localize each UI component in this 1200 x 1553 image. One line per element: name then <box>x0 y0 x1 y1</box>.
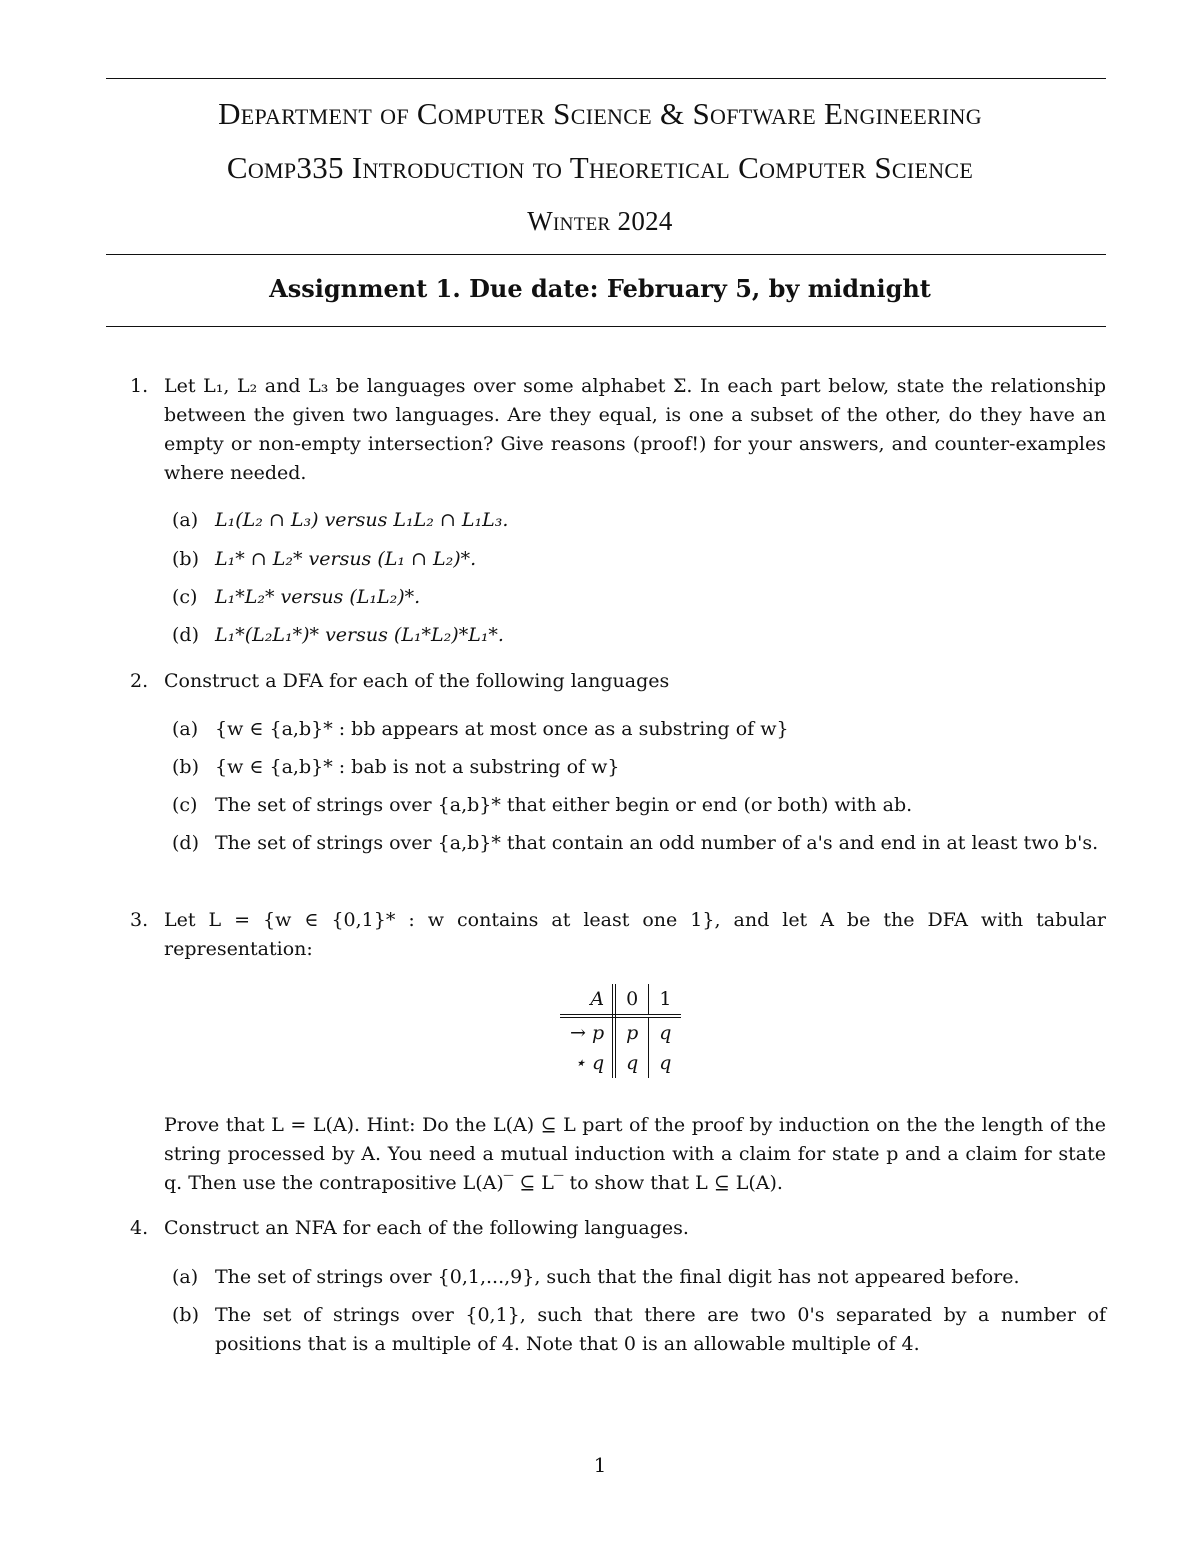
proof-text: Prove that L = L(A). Hint: Do the L(A) ⊆ L part of the proof by induction on the the length of the string processed by A. You need a mutual induction with a claim for state p and a claim for state q. Then use the contrapositive L(A)‾ ⊆ L‾ to show that L ⊆ L(A). <box>164 1114 1106 1194</box>
table-row <box>560 1016 681 1048</box>
q3-proof <box>130 1111 1106 1198</box>
question-number: 1. <box>130 375 149 397</box>
question-number: 2. <box>130 670 149 692</box>
part-label: (a) <box>172 1266 199 1288</box>
q2-part-d <box>172 829 1106 858</box>
question-3 <box>130 906 1106 964</box>
table-cell: q <box>659 1022 672 1044</box>
part-label: (c) <box>172 794 198 816</box>
bottom-rule <box>106 326 1106 327</box>
table-header-cell: 1 <box>649 984 682 1016</box>
part-text: The set of strings over {a,b}* that either begin or end (or both) with ab. <box>215 794 913 816</box>
part-label: (d) <box>172 832 199 854</box>
part-label: (c) <box>172 586 198 608</box>
top-rule <box>106 78 1106 79</box>
q1-part-c <box>172 583 1106 612</box>
part-label: (a) <box>172 509 199 531</box>
part-text: {w ∈ {a,b}* : bb appears at most once as a substring of w} <box>215 718 789 740</box>
part-label: (b) <box>172 1304 199 1326</box>
table-header-cell: 0 <box>614 984 649 1016</box>
question-text: Construct an NFA for each of the following languages. <box>164 1217 689 1239</box>
table-cell: p <box>614 1016 649 1048</box>
part-text: The set of strings over {0,1,...,9}, such that the final digit has not appeared before. <box>215 1266 1020 1288</box>
question-text: Let L = {w ∈ {0,1}* : w contains at least one 1}, and let A be the DFA with tabular representation: <box>164 909 1106 960</box>
part-label: (b) <box>172 548 199 570</box>
table-cell: ⋆ q <box>560 1048 614 1078</box>
part-text: L₁(L₂ ∩ L₃) versus L₁L₂ ∩ L₁L₃. <box>215 509 509 531</box>
question-number: 3. <box>130 909 149 931</box>
part-text: L₁*(L₂L₁*)* versus (L₁*L₂)*L₁*. <box>215 624 504 646</box>
table-cell: → p <box>560 1016 614 1048</box>
q4-part-a <box>172 1263 1106 1292</box>
q2-part-a <box>172 715 1106 744</box>
q2-part-c <box>172 791 1106 820</box>
part-label: (b) <box>172 756 199 778</box>
table-row <box>560 1048 681 1078</box>
q1-part-b <box>172 545 1106 574</box>
table-cell: q <box>659 1052 672 1074</box>
question-2 <box>130 667 1106 696</box>
middle-rule <box>106 254 1106 255</box>
q2-part-b <box>172 753 1106 782</box>
q1-part-a <box>172 506 1106 535</box>
question-text: Construct a DFA for each of the following languages <box>164 670 670 692</box>
part-text: L₁* ∩ L₂* versus (L₁ ∩ L₂)*. <box>215 548 477 570</box>
part-text: L₁*L₂* versus (L₁L₂)*. <box>215 586 421 608</box>
part-label: (d) <box>172 624 199 646</box>
term-heading: Winter 2024 <box>527 206 673 236</box>
table-cell: q <box>614 1048 649 1078</box>
table-header-row <box>560 984 681 1016</box>
q1-part-d <box>172 621 1106 650</box>
course-heading: Comp335 Introduction to Theoretical Computer Science <box>226 150 974 185</box>
page-number: 1 <box>593 1453 607 1477</box>
part-text: {w ∈ {a,b}* : bab is not a substring of w} <box>215 756 620 778</box>
dfa-transition-table <box>560 984 681 1078</box>
part-text: The set of strings over {a,b}* that contain an odd number of a's and end in at least two b's. <box>215 832 1099 854</box>
question-number: 4. <box>130 1217 149 1239</box>
q4-part-b <box>172 1301 1106 1358</box>
department-heading: Department of Computer Science & Software Engineering <box>218 96 982 131</box>
part-text: The set of strings over {0,1}, such that there are two 0's separated by a number of positions that is a multiple of 4. Note that 0 is an allowable multiple of 4. <box>215 1304 1106 1355</box>
part-label: (a) <box>172 718 199 740</box>
assignment-title: Assignment 1. Due date: February 5, by midnight <box>269 274 931 303</box>
question-4 <box>130 1214 1106 1243</box>
question-text: Let L₁, L₂ and L₃ be languages over some alphabet Σ. In each part below, state the relationship between the given two languages. Are they equal, is one a subset of the other, do they have an empty or non-empty intersection? Give reasons (proof!) for your answers, and counter-examples where needed. <box>164 375 1106 484</box>
question-1 <box>130 372 1106 488</box>
table-header-cell: A <box>560 984 614 1016</box>
